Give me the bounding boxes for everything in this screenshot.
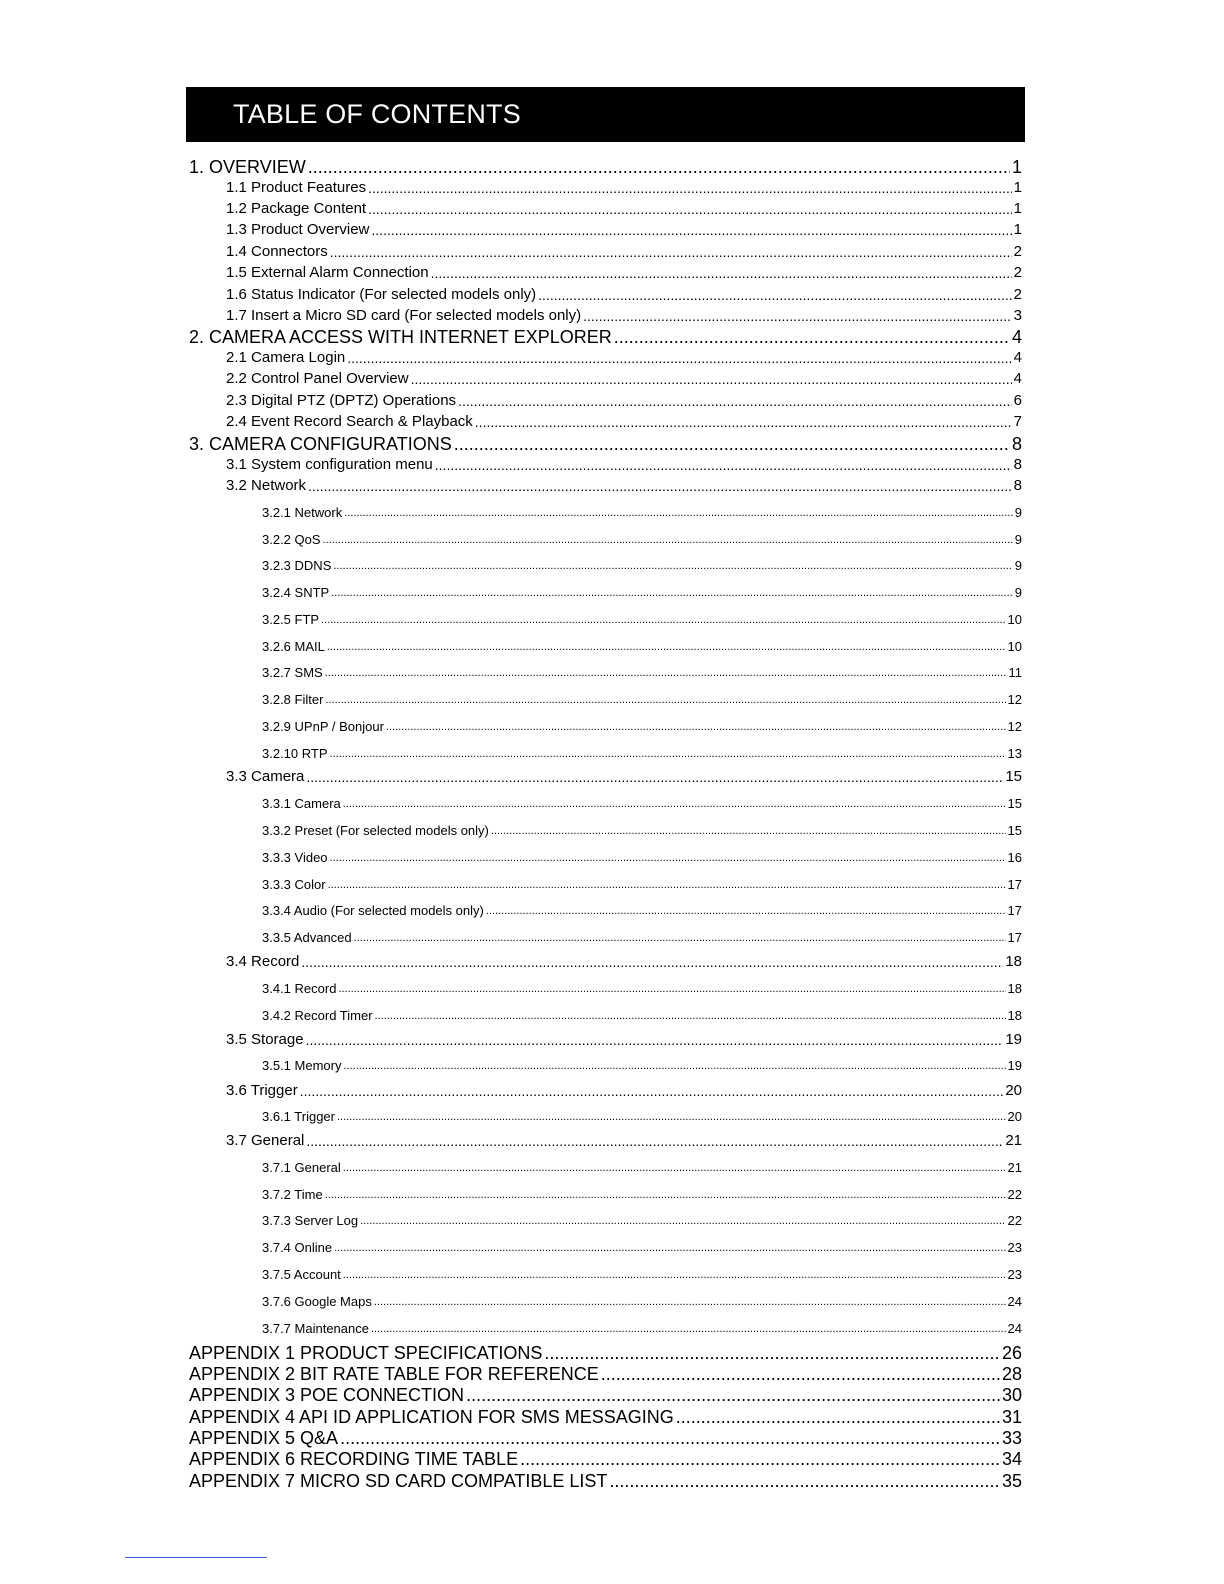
- toc-entry[interactable]: [226, 457, 1022, 472]
- toc-entry[interactable]: [262, 1059, 1022, 1072]
- toc-entry[interactable]: [226, 308, 1022, 323]
- toc-entry[interactable]: [226, 769, 1022, 784]
- toc-entry-page-number: 12: [1007, 719, 1022, 734]
- toc-entry-page-number: 17: [1007, 903, 1022, 918]
- toc-entry-page-number: 17: [1007, 877, 1022, 892]
- toc-entry-label: 3.7 General: [226, 1132, 305, 1149]
- toc-entry-page-number: 28: [1001, 1364, 1022, 1384]
- toc-entry-label: 3.5.1 Memory: [262, 1058, 342, 1073]
- toc-entry-page-number: 24: [1007, 1294, 1022, 1309]
- toc-leader-dots: [368, 202, 1012, 216]
- toc-leader-dots: [340, 1429, 1000, 1447]
- toc-entry[interactable]: [262, 586, 1022, 599]
- toc-leader-dots: [435, 458, 1012, 472]
- toc-leader-dots: [306, 770, 1003, 784]
- toc-entry[interactable]: [262, 640, 1022, 653]
- toc-entry[interactable]: [226, 222, 1022, 237]
- toc-leader-dots: [325, 668, 1007, 679]
- toc-leader-dots: [491, 826, 1006, 837]
- toc-entry[interactable]: [189, 1472, 1022, 1490]
- toc-entry-label: 3.3.4 Audio (For selected models only): [262, 903, 484, 918]
- toc-entry[interactable]: [226, 371, 1022, 386]
- toc-entry[interactable]: [189, 1408, 1022, 1426]
- toc-entry-page-number: 20: [1005, 1082, 1022, 1099]
- toc-leader-dots: [431, 266, 1012, 280]
- toc-entry-page-number: 9: [1014, 585, 1022, 600]
- toc-entry-page-number: 30: [1001, 1385, 1022, 1405]
- toc-entry-page-number: 15: [1007, 796, 1022, 811]
- toc-entry[interactable]: [226, 287, 1022, 302]
- toc-entry[interactable]: [189, 435, 1022, 453]
- toc-entry[interactable]: [262, 533, 1022, 546]
- toc-entry-page-number: 24: [1007, 1321, 1022, 1336]
- toc-entry-page-number: 31: [1001, 1407, 1022, 1427]
- toc-entry-label: APPENDIX 7 MICRO SD CARD COMPATIBLE LIST: [189, 1471, 608, 1491]
- toc-leader-dots: [486, 906, 1006, 917]
- toc-leader-dots: [466, 1386, 1000, 1404]
- toc-entry[interactable]: [262, 904, 1022, 917]
- toc-leader-dots: [386, 722, 1006, 733]
- toc-leader-dots: [458, 394, 1012, 408]
- toc-entry-page-number: 18: [1007, 1008, 1022, 1023]
- page-title: TABLE OF CONTENTS: [233, 99, 521, 129]
- toc-entry-label: 1.3 Product Overview: [226, 221, 370, 238]
- toc-leader-dots: [583, 309, 1012, 323]
- toc-leader-dots: [331, 588, 1013, 599]
- toc-entry[interactable]: [262, 693, 1022, 706]
- toc-entry-page-number: 9: [1014, 558, 1022, 573]
- toc-entry-label: 1.2 Package Content: [226, 200, 367, 217]
- toc-leader-dots: [328, 880, 1006, 891]
- toc-entry[interactable]: [189, 1429, 1022, 1447]
- toc-entry-label: 1.4 Connectors: [226, 243, 328, 260]
- toc-leader-dots: [344, 508, 1013, 519]
- toc-entry[interactable]: [226, 478, 1022, 493]
- toc-entry-label: 2.4 Event Record Search & Playback: [226, 413, 473, 430]
- toc-entry[interactable]: [262, 720, 1022, 733]
- toc-entry-page-number: 19: [1007, 1058, 1022, 1073]
- toc-leader-dots: [475, 415, 1012, 429]
- toc-entry-label: 2. CAMERA ACCESS WITH INTERNET EXPLORER: [189, 327, 612, 347]
- toc-entry-label: 3.7.1 General: [262, 1160, 341, 1175]
- toc-entry-page-number: 8: [1011, 434, 1022, 454]
- toc-entry-label: 3.2.1 Network: [262, 505, 343, 520]
- toc-leader-dots: [343, 1061, 1005, 1072]
- toc-entry-page-number: 34: [1001, 1449, 1022, 1469]
- footer-divider: [125, 1557, 267, 1558]
- toc-entry-label: 3.2.10 RTP: [262, 746, 328, 761]
- toc-entry-page-number: 3: [1013, 307, 1022, 324]
- toc-entry-page-number: 21: [1005, 1132, 1022, 1149]
- toc-leader-dots: [327, 642, 1006, 653]
- toc-entry-label: 3.4.2 Record Timer: [262, 1008, 373, 1023]
- toc-entry-label: 3.2.8 Filter: [262, 692, 324, 707]
- toc-entry-label: 3.3 Camera: [226, 768, 305, 785]
- toc-entry-page-number: 35: [1001, 1471, 1022, 1491]
- toc-entry[interactable]: [226, 201, 1022, 216]
- toc-leader-dots: [371, 1324, 1006, 1335]
- toc-leader-dots: [676, 1408, 1000, 1426]
- toc-entry-label: 2.2 Control Panel Overview: [226, 370, 409, 387]
- toc-entry-label: 3.4.1 Record: [262, 981, 337, 996]
- toc-entry-page-number: 22: [1007, 1187, 1022, 1202]
- toc-entry-label: 3.7.7 Maintenance: [262, 1321, 369, 1336]
- toc-leader-dots: [343, 1270, 1006, 1281]
- toc-entry-page-number: 17: [1007, 930, 1022, 945]
- toc-entry-page-number: 7: [1013, 413, 1022, 430]
- toc-entry-label: 2.1 Camera Login: [226, 349, 346, 366]
- toc-entry[interactable]: [189, 328, 1022, 346]
- toc-entry[interactable]: [226, 1133, 1022, 1148]
- toc-entry[interactable]: [262, 931, 1022, 944]
- toc-leader-dots: [334, 1243, 1005, 1254]
- toc-leader-dots: [337, 1112, 1006, 1123]
- toc-entry[interactable]: [262, 878, 1022, 891]
- toc-entry-page-number: 1: [1011, 157, 1022, 177]
- toc-leader-dots: [306, 1033, 1004, 1047]
- toc-entry[interactable]: [262, 666, 1022, 679]
- toc-entry-label: 3.4 Record: [226, 953, 300, 970]
- toc-entry-page-number: 23: [1007, 1240, 1022, 1255]
- toc-entry-page-number: 15: [1005, 768, 1022, 785]
- toc-entry-page-number: 6: [1013, 392, 1022, 409]
- toc-entry[interactable]: [262, 559, 1022, 572]
- toc-leader-dots: [300, 1084, 1004, 1098]
- toc-leader-dots: [374, 1297, 1006, 1308]
- toc-leader-dots: [609, 1472, 1000, 1490]
- toc-leader-dots: [454, 435, 1010, 453]
- toc-entry-page-number: 2: [1013, 243, 1022, 260]
- toc-entry-label: 3.7.6 Google Maps: [262, 1294, 372, 1309]
- toc-entry[interactable]: [262, 1241, 1022, 1254]
- toc-entry[interactable]: [226, 414, 1022, 429]
- toc-entry-page-number: 8: [1013, 456, 1022, 473]
- toc-entry-label: APPENDIX 2 BIT RATE TABLE FOR REFERENCE: [189, 1364, 599, 1384]
- toc-leader-dots: [601, 1365, 1000, 1383]
- toc-entry-label: APPENDIX 4 API ID APPLICATION FOR SMS MESSAGING: [189, 1407, 674, 1427]
- toc-entry-page-number: 26: [1001, 1343, 1022, 1363]
- toc-entry-label: APPENDIX 5 Q&A: [189, 1428, 339, 1448]
- toc-leader-dots: [371, 223, 1011, 237]
- toc-entry-page-number: 4: [1013, 349, 1022, 366]
- toc-entry[interactable]: [262, 797, 1022, 810]
- toc-entry-label: 3.7.4 Online: [262, 1240, 333, 1255]
- toc-entry-label: 3.2.7 SMS: [262, 665, 323, 680]
- toc-leader-dots: [323, 535, 1013, 546]
- toc-entry-page-number: 16: [1007, 850, 1022, 865]
- toc-entry-label: 3.7.5 Account: [262, 1267, 341, 1282]
- toc-entry-label: 3.2.4 SNTP: [262, 585, 330, 600]
- toc-entry-label: 3.3.1 Camera: [262, 796, 341, 811]
- toc-entry-page-number: 33: [1001, 1428, 1022, 1448]
- toc-entry-label: 3.1 System configuration menu: [226, 456, 433, 473]
- toc-leader-dots: [301, 955, 1003, 969]
- toc-entry-page-number: 20: [1007, 1109, 1022, 1124]
- toc-entry-page-number: 2: [1013, 286, 1022, 303]
- toc-leader-dots: [321, 615, 1005, 626]
- toc-leader-dots: [375, 1011, 1006, 1022]
- toc-entry[interactable]: [262, 613, 1022, 626]
- toc-entry-page-number: 13: [1007, 746, 1022, 761]
- toc-entry[interactable]: [262, 1268, 1022, 1281]
- toc-entry-label: 2.3 Digital PTZ (DPTZ) Operations: [226, 392, 457, 409]
- toc-entry-label: 3.2.2 QoS: [262, 532, 321, 547]
- toc-entry-label: 3.7.3 Server Log: [262, 1213, 359, 1228]
- toc-entry[interactable]: [226, 265, 1022, 280]
- toc-leader-dots: [330, 853, 1006, 864]
- toc-leader-dots: [343, 799, 1006, 810]
- toc-entry-label: 1.5 External Alarm Connection: [226, 264, 429, 281]
- toc-entry-page-number: 18: [1005, 953, 1022, 970]
- toc-entry-label: 3.2.9 UPnP / Bonjour: [262, 719, 384, 734]
- toc-entry[interactable]: [262, 824, 1022, 837]
- toc-entry-label: 3.7.2 Time: [262, 1187, 323, 1202]
- toc-leader-dots: [306, 1134, 1003, 1148]
- toc-entry[interactable]: [189, 1386, 1022, 1404]
- toc-entry-label: 3.2 Network: [226, 477, 307, 494]
- toc-leader-dots: [411, 372, 1012, 386]
- toc-entry-page-number: 19: [1005, 1031, 1022, 1048]
- toc-entry-page-number: 1: [1013, 179, 1022, 196]
- toc-entry[interactable]: [262, 747, 1022, 760]
- toc-leader-dots: [330, 245, 1012, 259]
- toc-entry[interactable]: [262, 982, 1022, 995]
- toc-leader-dots: [354, 933, 1006, 944]
- toc-leader-dots: [325, 1190, 1006, 1201]
- toc-entry-label: 3.2.5 FTP: [262, 612, 320, 627]
- toc-entry[interactable]: [262, 1009, 1022, 1022]
- toc-entry-label: APPENDIX 1 PRODUCT SPECIFICATIONS: [189, 1343, 543, 1363]
- toc-entry-page-number: 4: [1013, 370, 1022, 387]
- toc-entry-label: 3.5 Storage: [226, 1031, 304, 1048]
- toc-leader-dots: [360, 1216, 1005, 1227]
- toc-leader-dots: [520, 1450, 1000, 1468]
- toc-entry-label: 1.6 Status Indicator (For selected models only): [226, 286, 537, 303]
- toc-leader-dots: [330, 749, 1006, 760]
- toc-entry-page-number: 18: [1007, 981, 1022, 996]
- toc-leader-dots: [544, 1344, 1000, 1362]
- toc-entry[interactable]: [262, 851, 1022, 864]
- toc-leader-dots: [347, 351, 1011, 365]
- toc-entry-page-number: 21: [1007, 1160, 1022, 1175]
- toc-entry-label: 1.7 Insert a Micro SD card (For selected models only): [226, 307, 582, 324]
- toc-entry-page-number: 2: [1013, 264, 1022, 281]
- toc-entry[interactable]: [262, 1214, 1022, 1227]
- toc-entry-label: APPENDIX 6 RECORDING TIME TABLE: [189, 1449, 519, 1469]
- toc-entry-label: 1. OVERVIEW: [189, 157, 306, 177]
- toc-entry[interactable]: [226, 350, 1022, 365]
- toc-entry-page-number: 4: [1011, 327, 1022, 347]
- toc-entry-page-number: 10: [1007, 639, 1022, 654]
- toc-entry-page-number: 10: [1007, 612, 1022, 627]
- toc-entry[interactable]: [226, 1083, 1022, 1098]
- toc-entry[interactable]: [189, 1450, 1022, 1468]
- toc-entry-label: 3.3.3 Color: [262, 877, 326, 892]
- toc-leader-dots: [343, 1163, 1006, 1174]
- toc-entry-page-number: 9: [1014, 532, 1022, 547]
- toc-entry[interactable]: [189, 1344, 1022, 1362]
- toc-entry-label: 1.1 Product Features: [226, 179, 367, 196]
- toc-entry[interactable]: [262, 1295, 1022, 1308]
- toc-leader-dots: [538, 288, 1012, 302]
- toc-entry-label: 3.3.2 Preset (For selected models only): [262, 823, 489, 838]
- toc-leader-dots: [368, 181, 1012, 195]
- toc-entry-page-number: 11: [1008, 665, 1022, 680]
- toc-entry[interactable]: [262, 1161, 1022, 1174]
- toc-entry-label: 3.3.5 Advanced: [262, 930, 352, 945]
- toc-entry-page-number: 12: [1007, 692, 1022, 707]
- toc-entry-page-number: 23: [1007, 1267, 1022, 1282]
- toc-entry[interactable]: [262, 1322, 1022, 1335]
- toc-entry-label: 3.6.1 Trigger: [262, 1109, 335, 1124]
- toc-entry[interactable]: [262, 506, 1022, 519]
- toc-entry-page-number: 1: [1013, 200, 1022, 217]
- toc-entry[interactable]: [262, 1110, 1022, 1123]
- toc-entry[interactable]: [226, 393, 1022, 408]
- toc-entry-label: 3. CAMERA CONFIGURATIONS: [189, 434, 452, 454]
- toc-entry-label: 3.2.6 MAIL: [262, 639, 325, 654]
- toc-entry-page-number: 8: [1013, 477, 1022, 494]
- toc-leader-dots: [338, 984, 1005, 995]
- toc-leader-dots: [325, 695, 1005, 706]
- toc-entry-label: 3.6 Trigger: [226, 1082, 298, 1099]
- toc-entry[interactable]: [189, 1365, 1022, 1383]
- toc-entry-label: APPENDIX 3 POE CONNECTION: [189, 1385, 465, 1405]
- toc-leader-dots: [308, 479, 1012, 493]
- toc-entry[interactable]: [262, 1188, 1022, 1201]
- toc-entry[interactable]: [226, 954, 1022, 969]
- toc-entry[interactable]: [226, 244, 1022, 259]
- toc-leader-dots: [333, 561, 1012, 572]
- toc-entry-page-number: 15: [1007, 823, 1022, 838]
- toc-entry-page-number: 22: [1007, 1213, 1022, 1228]
- toc-entry-page-number: 1: [1013, 221, 1022, 238]
- toc-entry[interactable]: [189, 158, 1022, 176]
- toc-leader-dots: [308, 158, 1010, 176]
- toc-entry[interactable]: [226, 1032, 1022, 1047]
- toc-entry-page-number: 9: [1014, 505, 1022, 520]
- toc-entry-label: 3.2.3 DDNS: [262, 558, 332, 573]
- toc-entry[interactable]: [226, 180, 1022, 195]
- toc-entry-label: 3.3.3 Video: [262, 850, 328, 865]
- toc-leader-dots: [614, 328, 1010, 346]
